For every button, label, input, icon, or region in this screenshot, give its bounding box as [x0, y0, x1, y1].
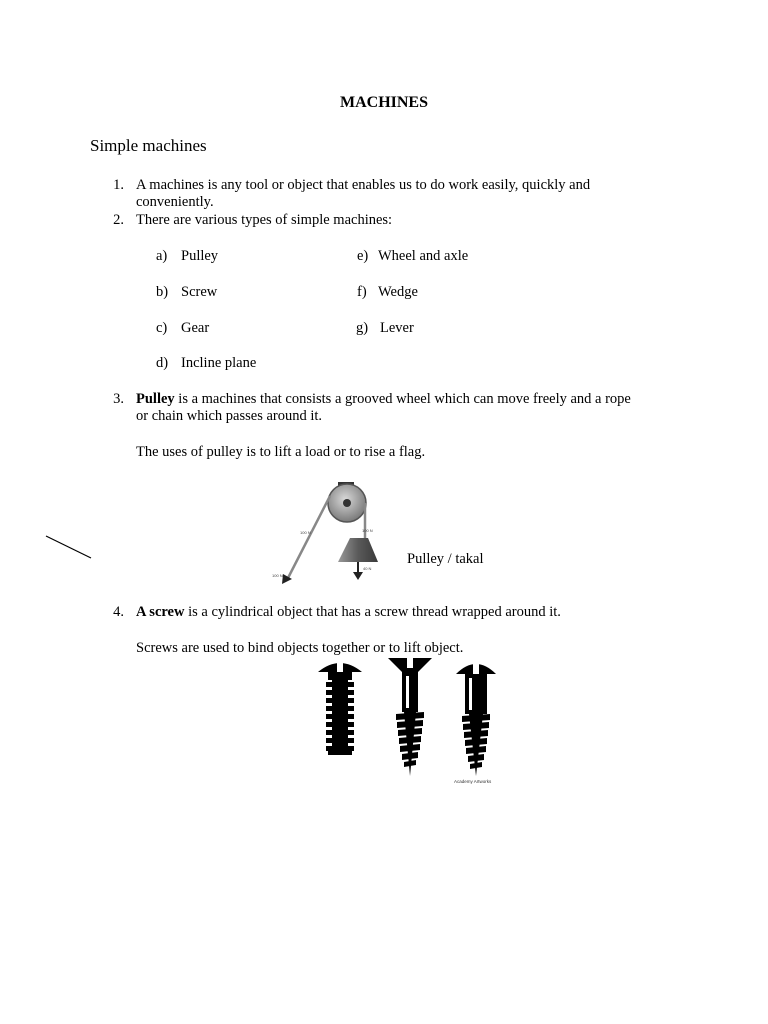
- list-item-label: Pulley: [181, 248, 219, 264]
- screw-uses: Screws are used to bind objects together or to lift object.: [136, 640, 464, 656]
- item-number: 1.: [113, 177, 124, 193]
- list-item: c): [156, 320, 168, 336]
- section-heading: Simple machines: [90, 136, 207, 155]
- round-head-wood-screw: [456, 659, 496, 776]
- item-text: There are various types of simple machines:: [136, 212, 393, 228]
- list-item: d): [156, 355, 169, 371]
- item-number: 3.: [113, 391, 124, 407]
- list-item: e): [357, 248, 369, 264]
- list-item-label: Wheel and axle: [378, 248, 469, 264]
- force-label: 100 N: [272, 573, 283, 578]
- list-item-label: Gear: [181, 320, 210, 336]
- image-credit: Academy Artworks: [454, 779, 492, 784]
- page-title: MACHINES: [339, 94, 428, 111]
- list-item: f): [357, 284, 367, 300]
- pulley-caption: Pulley / takal: [407, 551, 484, 567]
- screw-definition: A screw is a cylindrical object that has a screw thread wrapped around it.: [136, 604, 561, 620]
- force-label: 100 N: [362, 528, 373, 533]
- list-item-label: Wedge: [378, 284, 418, 300]
- pulley-uses: The uses of pulley is to lift a load or to rise a flag.: [136, 444, 426, 460]
- machine-screw: [318, 658, 362, 755]
- item-number: 4.: [113, 604, 124, 620]
- list-item: b): [156, 284, 169, 300]
- list-item-label: Lever: [380, 320, 414, 336]
- pulley-definition: Pulley is a machines that consists a grooved wheel which can move freely and a rope or chain which passes around it.: [136, 391, 631, 424]
- item-text: A machines is any tool or object that enables us to do work easily, quickly and conveniently.: [136, 177, 591, 210]
- pulley-figure: [270, 478, 400, 588]
- screws-figure: [310, 654, 510, 786]
- list-item-label: Incline plane: [181, 355, 257, 371]
- force-label: 100 N: [300, 530, 311, 535]
- flat-head-wood-screw: [388, 658, 432, 776]
- force-label: 40 N: [363, 566, 372, 571]
- list-item: g): [356, 320, 369, 336]
- margin-pen-mark: [44, 534, 94, 562]
- list-item: a): [156, 248, 168, 264]
- item-number: 2.: [113, 212, 124, 228]
- list-item-label: Screw: [181, 284, 218, 300]
